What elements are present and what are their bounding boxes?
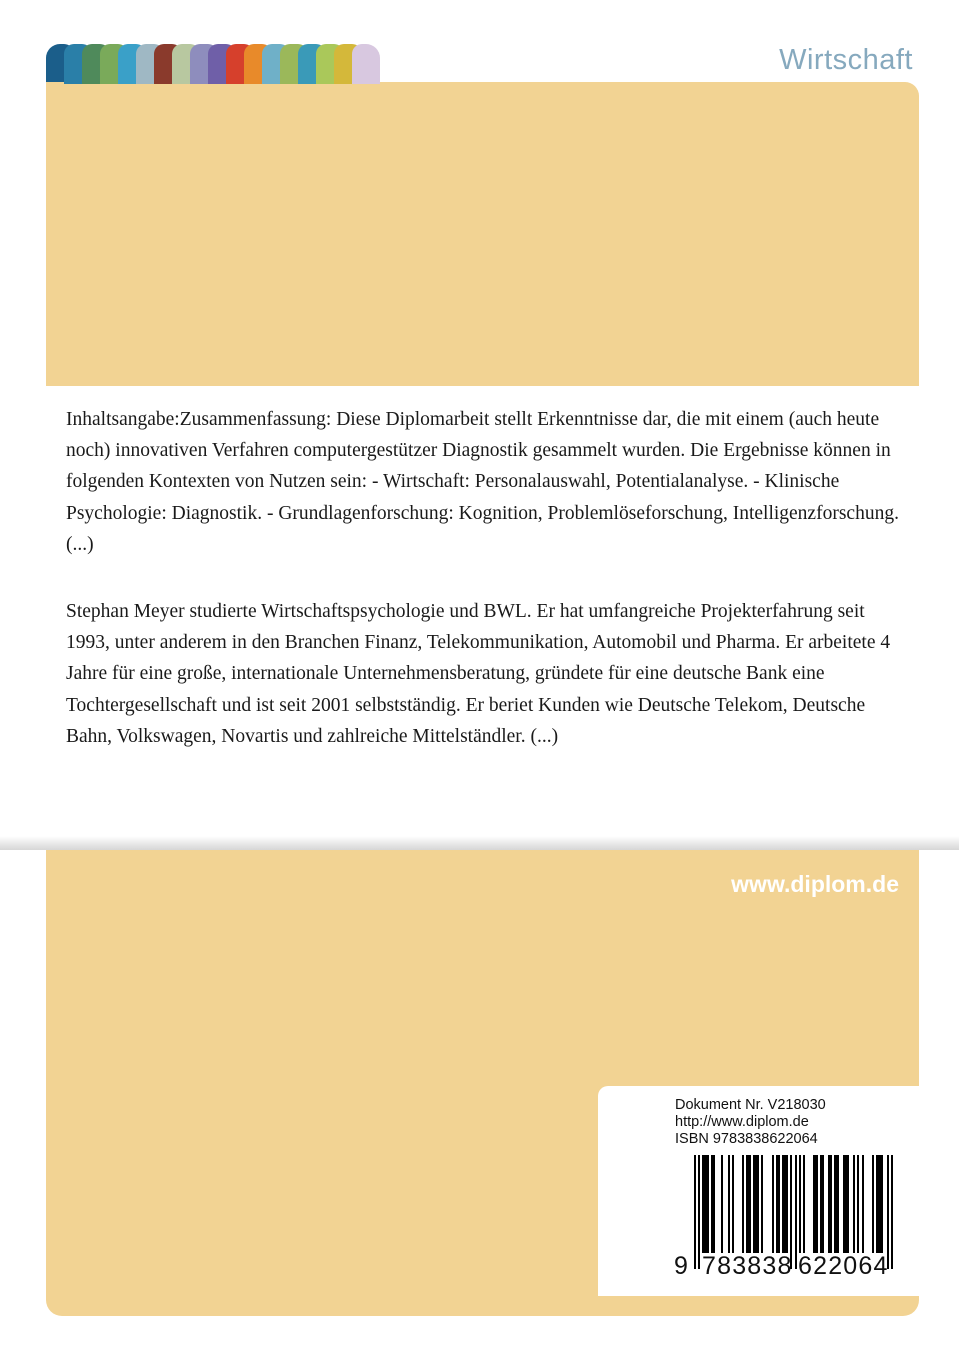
barcode-bar — [711, 1155, 715, 1253]
barcode-digit-first: 9 — [674, 1252, 688, 1280]
barcode-bar — [828, 1155, 832, 1253]
barcode-bar — [732, 1155, 734, 1253]
document-url: http://www.diplom.de — [675, 1114, 809, 1130]
author-bio — [66, 596, 906, 752]
barcode-bar — [813, 1155, 817, 1253]
document-number: Dokument Nr. V218030 — [675, 1097, 826, 1113]
barcode-bar — [872, 1155, 874, 1253]
barcode-digits-left: 783838 — [702, 1252, 793, 1280]
barcode-bar — [721, 1155, 723, 1253]
barcode-bar — [782, 1155, 788, 1253]
author-bio-paragraph: Stephan Meyer studierte Wirtschaftspsychologie und BWL. Er hat umfangreiche Projekterfahrung seit 1993, unter anderem in den Branchen Finanz, Telekommunikation, Automobil und Pharma. Er arbeitete 4 Jahre für eine große, internationale Unternehmensberatung, gründete für eine deutsche Bank eine Tochtergesellschaft und ist seit 2001 selbstständig. Er beriet Kunden wie Deutsche Telekom, Deutsche Bahn, Volkswagen, Novartis und zahlreiche Mittelständler. (...) — [66, 601, 891, 747]
barcode-bar — [891, 1155, 893, 1269]
color-tabs — [46, 44, 380, 84]
panel-shadow — [0, 836, 959, 850]
barcode-bar — [694, 1155, 696, 1269]
category-label: Wirtschaft — [779, 44, 913, 76]
barcode-bar — [772, 1155, 774, 1253]
barcode-bar — [746, 1155, 750, 1253]
barcode-bar — [803, 1155, 805, 1253]
barcode-bar — [702, 1155, 708, 1253]
barcode-bar — [834, 1155, 838, 1253]
barcode-bar — [799, 1155, 801, 1253]
summary-text — [66, 404, 906, 560]
barcode-digits-right: 622064 — [798, 1252, 889, 1280]
barcode-bar — [776, 1155, 780, 1253]
barcode-bar — [698, 1155, 700, 1269]
summary-paragraph: Inhaltsangabe:Zusammenfassung: Diese Diplomarbeit stellt Erkenntnisse dar, die mit einem (auch heute noch) innovativen Verfahren computergestützer Diagnostik gesammelt wurden. Die Ergebnisse können in folgenden Kontexten von Nutzen sein: - Wirtschaft: Personalauswahl, Potentialanalyse. - Klinische Psychologie: Diagnostik. - Grundlagenforschung: Kognition, Problemlöseforschung, Intelligenzforschung. (...) — [66, 409, 899, 555]
barcode-bar — [728, 1155, 730, 1253]
barcode-bar — [742, 1155, 744, 1253]
publisher-url[interactable]: www.diplom.de — [731, 871, 899, 897]
color-tab — [352, 44, 380, 84]
barcode-bar — [843, 1155, 849, 1253]
top-color-panel — [46, 82, 919, 386]
isbn: ISBN 9783838622064 — [675, 1131, 818, 1147]
barcode-bar — [795, 1155, 797, 1269]
barcode-bar — [753, 1155, 759, 1253]
barcode-bar — [820, 1155, 824, 1253]
barcode-bar — [857, 1155, 859, 1253]
barcode-box — [598, 1086, 919, 1296]
barcode-bar — [876, 1155, 882, 1253]
barcode-bar — [862, 1155, 864, 1253]
barcode-bar — [761, 1155, 763, 1253]
barcode-bar — [853, 1155, 855, 1253]
